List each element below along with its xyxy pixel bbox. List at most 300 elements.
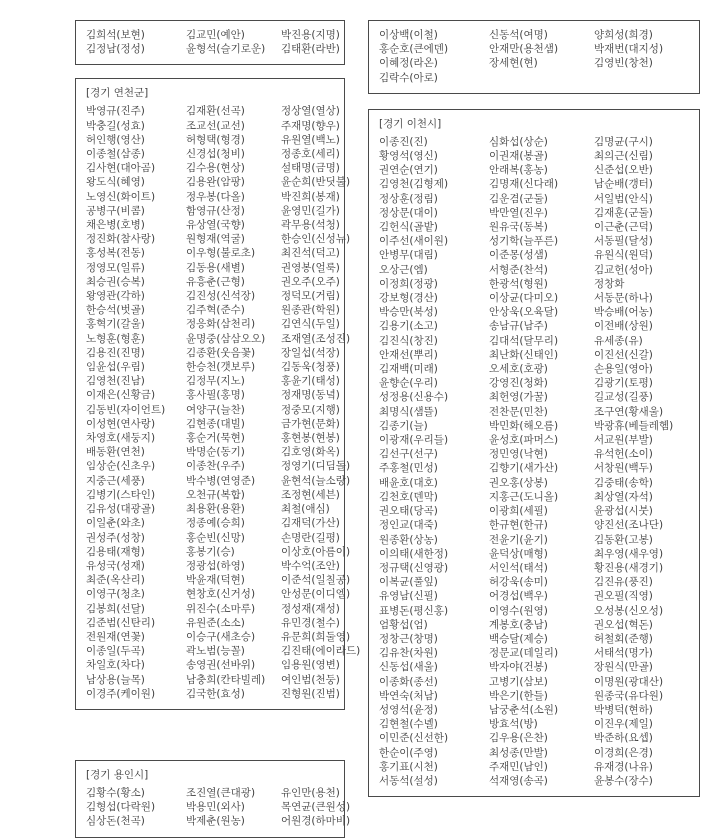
name-entry: 김재훈(군둘): [594, 206, 653, 219]
region-box-unlabeled-left: [75, 20, 345, 65]
region-box-yeoncheon: [75, 78, 361, 710]
name-entry: 정인교(대죽): [379, 519, 438, 532]
name-entry: 최성종(만발): [489, 746, 548, 759]
name-entry: 이민준(신선한): [379, 732, 449, 745]
name-entry: 이승구(새초승): [186, 630, 256, 643]
name-entry: 전윤기(윤기): [489, 533, 548, 546]
name-entry: 진형원(진범): [281, 687, 340, 700]
right-column: [368, 20, 700, 797]
name-entry: 최명식(샘뜰): [379, 405, 438, 418]
name-entry: 홍혁기(갈울): [86, 318, 145, 331]
name-entry: 김광기(토평): [594, 377, 653, 390]
name-entry: 오천규(복합): [186, 488, 245, 501]
name-entry: 정문교(데일리): [489, 647, 559, 660]
name-entry: 금가현(문화): [281, 417, 340, 430]
name-entry: 서교원(부발): [594, 434, 653, 447]
name-entry: 유원열(백노): [281, 133, 340, 146]
name-entry: 장세현(현): [489, 57, 538, 70]
name-entry: 박진용(지명): [281, 29, 340, 41]
name-entry: 정창화: [594, 277, 625, 290]
name-entry: 이성현(연사랑): [86, 417, 156, 430]
name-entry: 석재영(송곡): [489, 774, 548, 787]
name-entry: 성정용(신용수): [379, 391, 449, 404]
name-entry: 윤성호(파머스): [489, 434, 559, 447]
name-entry: 김현종(대빌): [186, 417, 245, 430]
name-entry: 오성봉(신오성): [594, 604, 664, 617]
name-grid: [379, 135, 689, 788]
name-entry: 김국한(효성): [186, 687, 245, 700]
name-entry: 정규택(신영광): [379, 561, 449, 574]
name-entry: 손명란(길평): [281, 531, 340, 544]
name-entry: 정상열(열상): [281, 105, 340, 118]
box-title-yongin: [경기 용인시]: [86, 768, 149, 781]
name-entry: 김동용(새별): [186, 261, 245, 274]
region-box-unlabeled-right: [368, 20, 700, 94]
name-entry: 원종국(유다원): [594, 689, 664, 702]
name-entry: 신준섭(오반): [594, 164, 653, 177]
name-entry: 위진수(소마루): [186, 602, 256, 615]
name-entry: 권오섭(혁돈): [594, 618, 653, 631]
name-entry: 이의태(새한정): [379, 547, 449, 560]
name-entry: 박충길(성효): [86, 119, 145, 132]
name-entry: 황진용(새경기): [594, 561, 664, 574]
name-entry: 윤영민(길가): [281, 204, 340, 217]
name-entry: 차일호(차다): [86, 659, 145, 672]
name-entry: 홍성복(전동): [86, 247, 145, 260]
name-entry: 지중근(세풍): [86, 474, 145, 487]
name-entry: 김태환(라반): [281, 43, 340, 56]
name-entry: 최우영(새우영): [594, 547, 664, 560]
name-entry: 정상문(대이): [379, 206, 438, 219]
name-entry: [594, 71, 689, 85]
name-entry: 김연식(두일): [281, 318, 340, 331]
name-entry: 임용원(영변): [281, 659, 340, 672]
name-entry: 원형재(역굴): [186, 233, 245, 246]
name-entry: 김진성(신석장): [186, 290, 256, 303]
name-entry: 강영진(청화): [489, 377, 548, 390]
name-entry: 백승달(제승): [489, 632, 548, 645]
name-entry: 박수억(조안): [281, 559, 340, 572]
name-entry: 김영빈(창천): [594, 57, 653, 70]
name-entry: 박영규(진주): [86, 105, 145, 118]
name-entry: 박만열(진우): [489, 206, 548, 219]
name-entry: 박수병(연영준): [186, 474, 256, 487]
name-entry: 이종찬(우주): [186, 460, 245, 473]
name-entry: 장일섭(석장): [281, 346, 340, 359]
name-entry: 김병기(스타인): [86, 488, 156, 501]
name-entry: 정종호(세리): [281, 148, 340, 161]
name-entry: 서동필(달성): [594, 235, 653, 248]
name-entry: 이상균(다미오): [489, 292, 559, 305]
name-entry: 유원식(원덕): [594, 249, 653, 262]
name-entry: 정덕모(거림): [281, 290, 340, 303]
name-entry: 심화섭(상순): [489, 135, 548, 148]
name-entry: 한승석(벗골): [86, 304, 145, 317]
name-entry: 이영수(원영): [489, 604, 548, 617]
name-entry: 홍현봉(현봉): [281, 432, 340, 445]
name-entry: 목연균(큰원성): [281, 801, 351, 814]
name-entry: 권성주(성창): [86, 531, 145, 544]
name-entry: 윤순희(반딧불): [281, 176, 351, 189]
name-entry: 이광희(세필): [489, 505, 548, 518]
name-entry: 주홍철(민성): [379, 462, 438, 475]
name-entry: 신동섭(새울): [379, 661, 438, 674]
name-entry: 윤명중(삼삼오오): [186, 332, 266, 345]
name-entry: 김천호(덴막): [379, 490, 438, 503]
name-entry: 유상열(국향): [186, 219, 245, 232]
name-entry: 어경섭(백우): [489, 590, 548, 603]
name-entry: 주재명(향우): [281, 119, 340, 132]
name-entry: 김희석(보현): [86, 29, 145, 41]
name-entry: 김명재(신다래): [489, 178, 559, 191]
name-entry: 김용완(암팡): [186, 176, 245, 189]
name-entry: 배윤호(대호): [379, 476, 438, 489]
name-entry: 김형섭(다락원): [86, 801, 156, 814]
name-entry: 전원재(연꽃): [86, 630, 145, 643]
name-entry: 윤향순(우리): [379, 377, 438, 390]
name-entry: 박연숙(처남): [379, 689, 438, 702]
name-entry: 최의근(신림): [594, 150, 653, 163]
name-entry: 김대석(달무리): [489, 334, 559, 347]
name-entry: 신경섭(청비): [186, 148, 245, 161]
name-entry: 양진선(조나단): [594, 519, 664, 532]
name-entry: 정중모(지행): [281, 403, 340, 416]
name-entry: 김재덕(가산): [281, 517, 340, 530]
name-entry: 조정현(세븐): [281, 488, 340, 501]
name-entry: 박광휴(베들레헴): [594, 419, 674, 432]
name-entry: 김현철(수녤): [379, 718, 438, 731]
name-entry: 양희성(희경): [594, 29, 653, 41]
name-entry: 최헌영(가꿀): [489, 391, 548, 404]
name-entry: 홍봉기(승): [186, 545, 235, 558]
name-entry: 정영기(디딤돌): [281, 460, 351, 473]
name-entry: 조재열(조성진): [281, 332, 351, 345]
name-entry: 김동욱(청풍): [281, 361, 340, 374]
name-entry: 홍윤기(태성): [281, 375, 340, 388]
name-entry: 김진유(풍진): [594, 576, 653, 589]
name-entry: 채은병(호병): [86, 219, 145, 232]
name-entry: 이광재(우리들): [379, 434, 449, 447]
name-entry: 유석헌(소이): [594, 448, 653, 461]
name-entry: 어원경(하마비): [281, 815, 351, 828]
name-entry: 차영호(새둥지): [86, 432, 156, 445]
name-entry: 송영권(선바위): [186, 659, 256, 672]
name-entry: 유인만(용천): [281, 786, 340, 799]
name-entry: 안재만(용천샘): [489, 43, 559, 56]
name-entry: 곽노범(능꼴): [186, 645, 245, 658]
name-entry: 이준석(일칠공): [281, 574, 351, 587]
name-entry: 최준(옥산리): [86, 574, 145, 587]
name-entry: 이전배(상원): [594, 320, 653, 333]
name-entry: 남상용(늘목): [86, 673, 145, 686]
name-entry: 김종환(웃음꽃): [186, 346, 256, 359]
name-entry: 김선구(선구): [379, 448, 438, 461]
name-entry: 안재선(뿌리): [379, 348, 438, 361]
name-entry: 이주선(새이원): [379, 235, 449, 248]
name-entry: 이재은(신황금): [86, 389, 156, 402]
name-entry: 허형택(형경): [186, 133, 245, 146]
region-box-icheon: [368, 109, 700, 797]
name-entry: 이종화(종선): [379, 675, 438, 688]
name-entry: 김헌식(골밭): [379, 221, 438, 234]
name-entry: 한광석(형원): [489, 277, 548, 290]
name-entry: 유흥춘(근형): [186, 275, 245, 288]
name-entry: 주재민(남인): [489, 760, 548, 773]
name-entry: 서인석(태석): [489, 561, 548, 574]
name-entry: 서동문(하나): [594, 292, 653, 305]
name-entry: 길교성(길풍): [594, 391, 653, 404]
name-entry: 장원식(만골): [594, 661, 653, 674]
name-entry: 김교헌(성아): [594, 263, 653, 276]
name-entry: 윤봉수(장수): [594, 774, 653, 787]
name-entry: 박재번(대지성): [594, 43, 664, 56]
name-grid: [379, 28, 689, 85]
name-entry: 여인범(천둥): [281, 673, 340, 686]
name-entry: 함영규(산정): [186, 204, 245, 217]
name-entry: 박은기(한들): [489, 689, 548, 702]
name-entry: 전찬문(민찬): [489, 405, 548, 418]
name-entry: 이일춘(와초): [86, 517, 145, 530]
name-entry: 박윤재(덕현): [186, 574, 245, 587]
name-entry: 김용진(진명): [86, 346, 145, 359]
name-entry: 남충희(칸타빌레): [186, 673, 266, 686]
name-entry: 정영모(일류): [86, 261, 145, 274]
name-entry: 송남규(남주): [489, 320, 548, 333]
name-entry: 원유국(동복): [489, 221, 548, 234]
name-entry: 한규현(한규): [489, 519, 548, 532]
region-box-yongin: [75, 760, 351, 838]
name-entry: 정민영(낙현): [489, 448, 548, 461]
name-entry: 윤형석(슬기로운): [186, 43, 266, 56]
name-entry: 이근춘(근덕): [594, 221, 653, 234]
name-entry: 한승천(갯보루): [186, 361, 256, 374]
name-entry: 유재경(나유): [594, 760, 653, 773]
name-entry: 김종기(늘): [379, 419, 428, 432]
name-entry: [489, 71, 594, 85]
name-entry: 박병덕(현하): [594, 703, 653, 716]
name-entry: 박제춘(원농): [186, 815, 245, 828]
name-entry: 허인행(영산): [86, 133, 145, 146]
name-entry: 서일범(안식): [594, 192, 653, 205]
name-entry: 이권재(봉골): [489, 150, 548, 163]
name-entry: 이상호(아름이): [281, 545, 351, 558]
name-grid: [86, 28, 340, 56]
name-entry: 권연순(연기): [379, 164, 438, 177]
name-entry: 홍기표(시천): [379, 760, 438, 773]
name-entry: 임상순(신초우): [86, 460, 156, 473]
name-entry: 이정희(정광): [379, 277, 438, 290]
name-entry: 김정남(정성): [86, 43, 145, 56]
name-entry: 박준하(요셉): [594, 732, 653, 745]
name-entry: 허강욱(송미): [489, 576, 548, 589]
name-entry: 김운겸(군둘): [489, 192, 548, 205]
name-grid: [86, 104, 361, 701]
name-entry: 이준몽(성샘): [489, 249, 548, 262]
name-entry: 안래복(홍농): [489, 164, 548, 177]
name-entry: 이종진(진): [379, 135, 428, 148]
name-entry: 성기학(늘푸른): [489, 235, 559, 248]
name-entry: 이종일(두곡): [86, 645, 145, 658]
name-entry: 김수용(현상): [186, 162, 245, 175]
name-entry: 남순배(갱터): [594, 178, 653, 191]
name-entry: 정창근(창명): [379, 632, 438, 645]
name-entry: 권오홍(상봉): [489, 476, 548, 489]
name-entry: 김향기(새가산): [489, 462, 559, 475]
name-entry: 김영천(진남): [86, 375, 145, 388]
name-entry: 김준범(신탄리): [86, 616, 156, 629]
name-entry: 김정무(지노): [186, 375, 245, 388]
name-entry: 김호영(화옥): [281, 446, 340, 459]
name-entry: 윤광섭(시붓): [594, 505, 653, 518]
name-entry: 박진희(봉재): [281, 190, 340, 203]
name-entry: 서동석(설성): [379, 774, 438, 787]
name-entry: 정재명(동녘): [281, 389, 340, 402]
name-entry: 남궁춘석(소원): [489, 703, 559, 716]
name-entry: 현창호(신거성): [186, 588, 256, 601]
name-entry: 김중태(송학): [594, 476, 653, 489]
name-entry: 유문희(희둘영): [281, 630, 351, 643]
name-entry: 정광섭(하영): [186, 559, 245, 572]
name-entry: 원종환(상농): [379, 533, 438, 546]
name-entry: 공병구(비콤): [86, 204, 145, 217]
name-entry: 노형훈(형훈): [86, 332, 145, 345]
name-entry: 표병돈(평신홍): [379, 604, 449, 617]
name-entry: 지홍근(도니올): [489, 490, 559, 503]
name-entry: 이경주(케이원): [86, 687, 156, 700]
name-entry: 서형준(찬석): [489, 263, 548, 276]
name-entry: 한순이(주영): [379, 746, 438, 759]
box-title-yeoncheon: [경기 연천군]: [86, 87, 149, 100]
name-entry: 안병무(대림): [379, 249, 438, 262]
name-entry: 김용태(재형): [86, 545, 145, 558]
name-entry: 홍순빈(신망): [186, 531, 245, 544]
name-entry: 이우형(불로초): [186, 247, 256, 260]
name-entry: 오세호(호광): [489, 363, 548, 376]
name-entry: 고병기(삼보): [489, 675, 548, 688]
name-entry: 권오필(직영): [594, 590, 653, 603]
name-entry: 김재백(미래): [379, 363, 438, 376]
name-entry: 김진식(창진): [379, 334, 438, 347]
name-entry: 심상돈(천곡): [86, 815, 145, 828]
name-entry: 서창원(백두): [594, 462, 653, 475]
left-column: [75, 20, 361, 838]
name-entry: 정진화(참사랑): [86, 233, 156, 246]
name-entry: 권오주(오주): [281, 275, 340, 288]
name-entry: 안상욱(오육달): [489, 306, 559, 319]
name-entry: 안성문(이디엘): [281, 588, 351, 601]
name-entry: 왕영관(각하): [86, 290, 145, 303]
name-entry: 배동환(연천): [86, 446, 145, 459]
name-entry: 김용기(소고): [379, 320, 438, 333]
name-entry: 이명원(광대산): [594, 675, 664, 688]
name-entry: 황영석(영신): [379, 150, 438, 163]
name-entry: 김명균(구시): [594, 135, 653, 148]
name-entry: 유영남(신필): [379, 590, 438, 603]
name-entry: 이진선(신갈): [594, 348, 653, 361]
name-entry: 김봉희(선달): [86, 602, 145, 615]
name-entry: 계봉호(충남): [489, 618, 548, 631]
name-entry: 정응화(삼천리): [186, 318, 256, 331]
name-entry: 이복균(풀잎): [379, 576, 438, 589]
name-entry: 손용일(영아): [594, 363, 653, 376]
name-entry: 정종예(승희): [186, 517, 245, 530]
name-entry: 한승인(신성뉴): [281, 233, 351, 246]
name-entry: 윤현석(늘소랑): [281, 474, 351, 487]
name-entry: 최용환(용환): [186, 503, 245, 516]
name-entry: 홍사필(홍명): [186, 389, 245, 402]
name-entry: 최진석(덕고): [281, 247, 340, 260]
name-entry: 최승권(승복): [86, 275, 145, 288]
name-entry: 권오태(당곡): [379, 505, 438, 518]
name-entry: 정우봉(다올): [186, 190, 245, 203]
name-entry: 방효석(방): [489, 718, 538, 731]
name-entry: 곽무용(석청): [281, 219, 340, 232]
name-entry: 성영석(윤정): [379, 703, 438, 716]
name-entry: 홍순거(묵현): [186, 432, 245, 445]
name-entry: 왕도식(혜영): [86, 176, 145, 189]
name-entry: 설태명(금명): [281, 162, 340, 175]
name-entry: 조교선(교선): [186, 119, 245, 132]
name-entry: 윤덕상(매형): [489, 547, 548, 560]
name-entry: 박자야(건봉): [489, 661, 548, 674]
name-entry: 김재환(선곡): [186, 105, 245, 118]
name-entry: 엄황섭(엄): [379, 618, 428, 631]
name-entry: 박승만(북성): [379, 306, 438, 319]
name-entry: 서태석(명가): [594, 647, 653, 660]
name-entry: 김락수(아로): [379, 71, 438, 84]
name-entry: 이상백(이철): [379, 29, 438, 41]
name-entry: 이영구(청초): [86, 588, 145, 601]
name-entry: 유민경(철수): [281, 616, 340, 629]
name-entry: 유세종(유): [594, 334, 643, 347]
name-entry: 최난화(신태인): [489, 348, 559, 361]
name-entry: 김유성(대광골): [86, 503, 156, 516]
name-entry: 조구연(황새울): [594, 405, 664, 418]
name-entry: 김사현(대아곰): [86, 162, 156, 175]
name-entry: 이진우(제일): [594, 718, 653, 731]
name-entry: 박명순(동기): [186, 446, 245, 459]
name-entry: 신동석(여명): [489, 29, 548, 41]
name-entry: 노영신(화이트): [86, 190, 156, 203]
name-entry: 이종철(삼종): [86, 148, 145, 161]
name-entry: 김우용(은찬): [489, 732, 548, 745]
name-entry: 김교민(예안): [186, 29, 245, 41]
name-entry: 오상근(엠): [379, 263, 428, 276]
name-entry: 조진열(큰대광): [186, 786, 256, 799]
name-entry: 김주혁(준수): [186, 304, 245, 317]
name-entry: 최철(애심): [281, 503, 330, 516]
name-entry: 김유찬(차원): [379, 647, 438, 660]
name-entry: 원종관(학원): [281, 304, 340, 317]
name-entry: 권영봉(얼룩): [281, 261, 340, 274]
name-grid: [86, 786, 351, 829]
name-entry: 김영천(김형제): [379, 178, 449, 191]
name-entry: 정성재(재성): [281, 602, 340, 615]
name-entry: 최상열(자석): [594, 490, 653, 503]
name-entry: 박용민(외사): [186, 801, 245, 814]
name-entry: 김동환(고봉): [594, 533, 653, 546]
name-entry: 이경희(은경): [594, 746, 653, 759]
name-entry: 홍순호(큰에덴): [379, 43, 449, 56]
name-entry: 김진태(에이라드): [281, 645, 361, 658]
name-entry: 정상훈(정림): [379, 192, 438, 205]
name-entry: 허철회(준행): [594, 632, 653, 645]
name-entry: 이혜정(라온): [379, 57, 438, 70]
box-title-icheon: [경기 이천시]: [379, 117, 442, 130]
name-entry: 임윤섭(우림): [86, 361, 145, 374]
name-entry: 유성국(성재): [86, 559, 145, 572]
name-entry: 박민화(해오름): [489, 419, 559, 432]
